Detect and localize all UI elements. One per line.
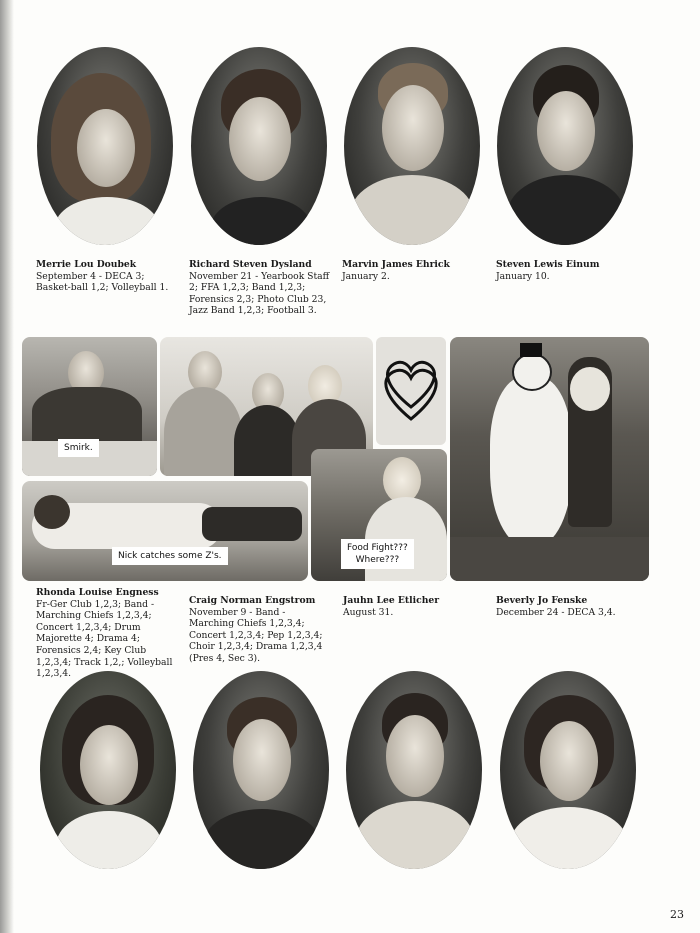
student-name: Marvin James Ehrick xyxy=(342,259,450,270)
portrait-steven-einum xyxy=(497,47,633,245)
student-details: December 24 - DECA 3,4. xyxy=(496,606,616,618)
caption-marvin-ehrick xyxy=(342,259,484,282)
caption-richard-dysland xyxy=(189,259,331,317)
student-name: Jauhn Lee Etlicher xyxy=(343,595,440,606)
page-number: 23 xyxy=(670,908,684,921)
caption-nick: Nick catches some Z's. xyxy=(112,547,228,565)
photo-smirk xyxy=(22,337,157,476)
page-binding-edge xyxy=(0,0,14,933)
photo-snowman-santa xyxy=(450,337,649,581)
student-name: Beverly Jo Fenske xyxy=(496,595,588,606)
food-fight-line-2: Where??? xyxy=(355,555,400,565)
caption-beverly-fenske xyxy=(496,595,638,618)
food-fight-line-1: Food Fight??? xyxy=(347,543,408,553)
portrait-jauhn-etlicher xyxy=(346,671,482,869)
caption-merrie-doubek xyxy=(36,259,176,294)
portrait-richard-dysland xyxy=(191,47,327,245)
portrait-rhonda-engness xyxy=(40,671,176,869)
caption-craig-engstrom xyxy=(189,595,331,665)
student-name: Craig Norman Engstrom xyxy=(189,595,316,606)
student-details: January 2. xyxy=(342,270,390,282)
portrait-marvin-ehrick xyxy=(344,47,480,245)
photo-hearts-graphic xyxy=(376,337,446,445)
portrait-craig-engstrom xyxy=(193,671,329,869)
student-details: Fr-Ger Club 1,2,3; Band - Marching Chiefs 1,2,3,4; Concert 1,2,3,4; Drum Majorette 4; Drama 4; Forensics 2,4; Key Club 1,2,3,4; Track 1,2,; Volleyball 1,2,3,4. xyxy=(36,598,173,680)
photo-nick-sleeping xyxy=(22,481,308,581)
hearts-icon xyxy=(376,337,446,445)
caption-steven-einum xyxy=(496,259,638,282)
photo-food-fight xyxy=(311,449,447,581)
student-details: November 21 - Yearbook Staff 2; FFA 1,2,3; Band 1,2,3; Forensics 2,3; Photo Club 23, Jazz Band 1,2,3; Football 3. xyxy=(189,270,330,317)
caption-smirk: Smirk. xyxy=(58,439,99,457)
student-name: Rhonda Louise Engness xyxy=(36,587,159,598)
student-details: January 10. xyxy=(496,270,550,282)
student-name: Steven Lewis Einum xyxy=(496,259,600,270)
student-details: September 4 - DECA 3; Basket-ball 1,2; Volleyball 1. xyxy=(36,270,169,294)
caption-food-fight xyxy=(341,539,414,569)
student-details: November 9 - Band - Marching Chiefs 1,2,3,4; Concert 1,2,3,4; Pep 1,2,3,4; Choir 1,2,3,4; Drama 1,2,3,4 (Pres 4, Sec 3). xyxy=(189,606,323,664)
student-name: Merrie Lou Doubek xyxy=(36,259,137,270)
portrait-beverly-fenske xyxy=(500,671,636,869)
student-name: Richard Steven Dysland xyxy=(189,259,312,270)
caption-rhonda-engness xyxy=(36,587,176,680)
caption-jauhn-etlicher xyxy=(343,595,485,618)
student-details: August 31. xyxy=(343,606,394,618)
portrait-merrie-doubek xyxy=(37,47,173,245)
